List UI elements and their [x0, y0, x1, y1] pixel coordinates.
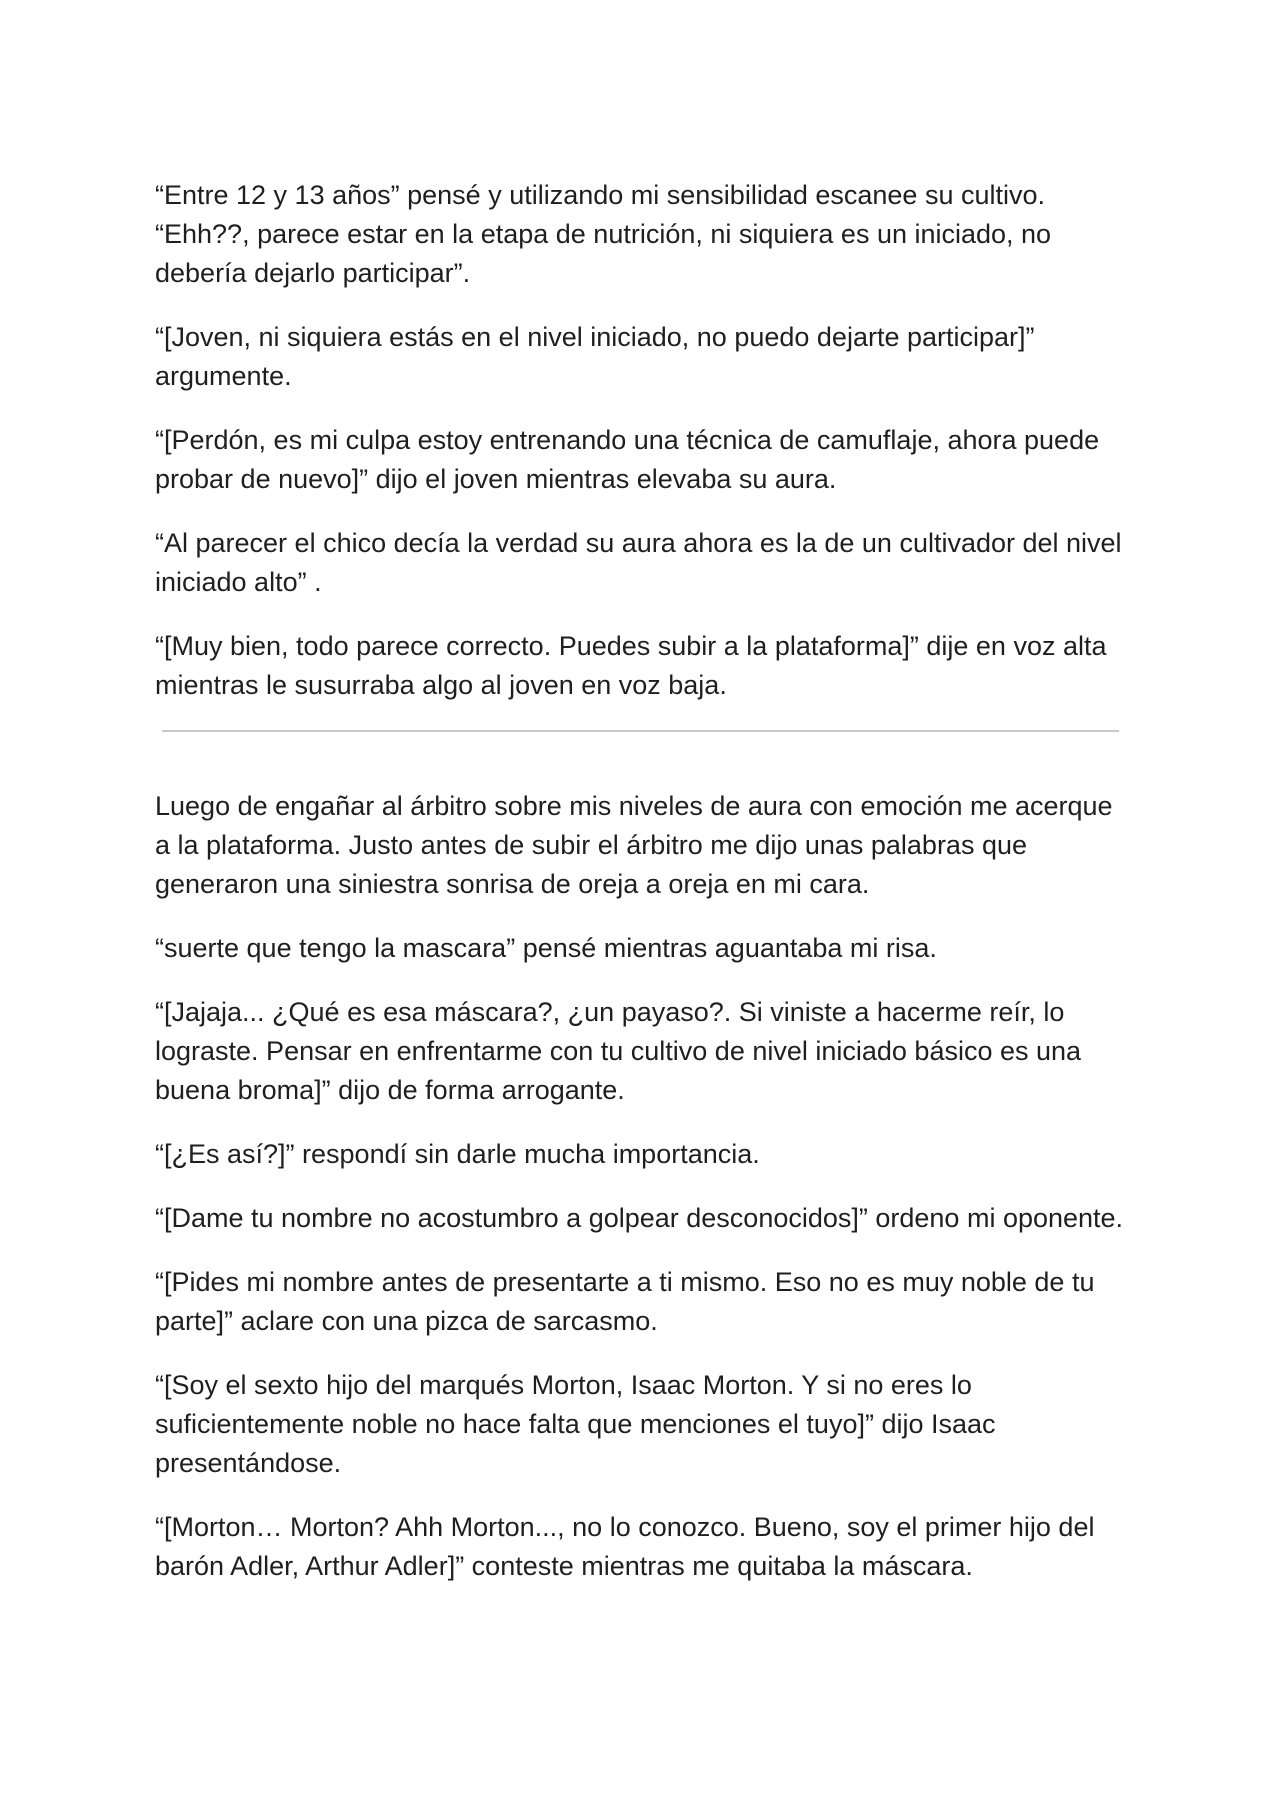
- paragraph: “[Dame tu nombre no acostumbro a golpear desconocidos]” ordeno mi oponente.: [155, 1203, 1124, 1233]
- document-body: [155, 176, 1125, 1611]
- paragraph: “[Pides mi nombre antes de presentarte a ti mismo. Eso no es muy noble de tu parte]” aclare con una pizca de sarcasmo.: [155, 1267, 1095, 1336]
- paragraph: “[Soy el sexto hijo del marqués Morton, Isaac Morton. Y si no eres lo suficientemente noble no hace falta que menciones el tuyo]” dijo Isaac presentándose.: [155, 1370, 996, 1478]
- paragraph: “[Muy bien, todo parece correcto. Puedes subir a la plataforma]” dije en voz alta mientras le susurraba algo al joven en voz baja.: [155, 631, 1107, 700]
- paragraph: “[¿Es así?]” respondí sin darle mucha importancia.: [155, 1139, 760, 1169]
- paragraph: “suerte que tengo la mascara” pensé mientras aguantaba mi risa.: [155, 933, 937, 963]
- paragraph: “[Perdón, es mi culpa estoy entrenando una técnica de camuflaje, ahora puede probar de nuevo]” dijo el joven mientras elevaba su aura.: [155, 425, 1100, 494]
- paragraph: “Al parecer el chico decía la verdad su aura ahora es la de un cultivador del nivel iniciado alto” .: [155, 528, 1122, 597]
- section-divider: [162, 730, 1119, 732]
- paragraph: “Entre 12 y 13 años” pensé y utilizando mi sensibilidad escanee su cultivo. “Ehh??, parece estar en la etapa de nutrición, ni siquiera es un iniciado, no debería dejarlo participar”.: [155, 180, 1052, 288]
- paragraph: “[Morton… Morton? Ahh Morton..., no lo conozco. Bueno, soy el primer hijo del barón Adler, Arthur Adler]” conteste mientras me quitaba la máscara.: [155, 1512, 1095, 1581]
- paragraph: Luego de engañar al árbitro sobre mis niveles de aura con emoción me acerque a la plataforma. Justo antes de subir el árbitro me dijo unas palabras que generaron una siniestra sonrisa de oreja a oreja en mi cara.: [155, 791, 1113, 899]
- paragraph: “[Jajaja... ¿Qué es esa máscara?, ¿un payaso?. Si viniste a hacerme reír, lo lograste. Pensar en enfrentarme con tu cultivo de nivel iniciado básico es una buena broma]” dijo de forma arrogante.: [155, 997, 1082, 1105]
- paragraph: “[Joven, ni siquiera estás en el nivel iniciado, no puedo dejarte participar]” argumente.: [155, 322, 1035, 391]
